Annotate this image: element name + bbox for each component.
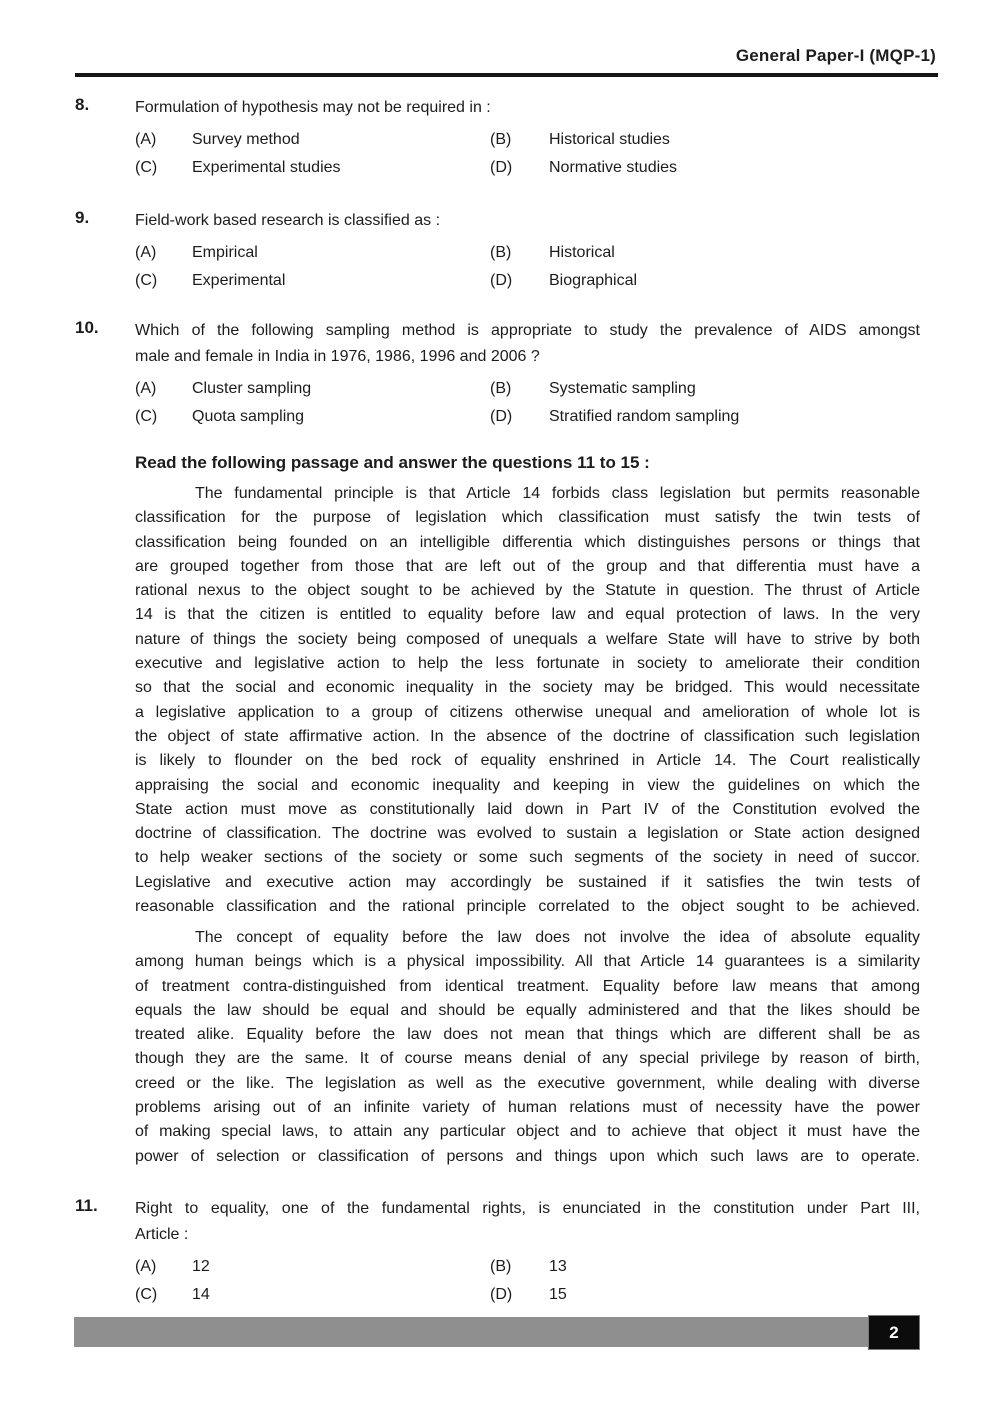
passage-line: creed or the like. The legislation as well as the executive government, while dealing with diverse — [135, 1074, 920, 1092]
passage-line: reasonable classification and the rational principle correlated to the object sought to be achieved. — [135, 898, 920, 916]
option-label-b: (B) — [490, 131, 512, 148]
option-label-c: (C) — [135, 408, 158, 425]
passage-line: equals the law should be equal and should be equally administered and that the likes should be — [135, 1001, 920, 1019]
option-text-d: 15 — [549, 1286, 567, 1303]
option-text-b: Historical studies — [549, 131, 670, 148]
option-row — [135, 154, 920, 182]
option-text-c: Experimental studies — [192, 159, 341, 176]
option-label-d: (D) — [490, 1286, 513, 1303]
passage-line: power of selection or classification of persons and things upon which such laws are to operate. — [135, 1147, 920, 1165]
passage-line: executive and legislative action to help the less fortunate in society to ameliorate their condition — [135, 655, 920, 673]
option-text-d: Biographical — [549, 272, 638, 289]
option-text-d: Stratified random sampling — [549, 408, 740, 425]
option-row — [135, 126, 920, 154]
passage-line: problems arising out of an infinite variety of human relations must of necessity have the power — [135, 1099, 920, 1117]
option-row — [135, 239, 920, 267]
option-text-d: Normative studies — [549, 159, 678, 176]
question-8 — [75, 95, 920, 182]
option-label-a: (A) — [135, 380, 157, 397]
page-number: 2 — [889, 1322, 899, 1342]
passage-line: among human beings which is a physical impossibility. All that Article 14 guarantees is a similarity — [135, 953, 920, 971]
option-label-a: (A) — [135, 244, 157, 261]
header-rule — [75, 73, 938, 77]
question-number: 11. — [75, 1196, 98, 1215]
passage-line: Legislative and executive action may accordingly be sustained if it satisfies the twin tests of — [135, 873, 920, 891]
passage-line: classification for the purpose of legislation which classification must satisfy the twin tests of — [135, 509, 920, 527]
page-header-title: General Paper-I (MQP-1) — [735, 46, 936, 65]
passage-line: treated alike. Equality before the law does not mean that things which are different shall be as — [135, 1026, 920, 1044]
option-label-d: (D) — [490, 408, 513, 425]
option-row — [135, 403, 920, 431]
passage-line: of making special laws, to attain any particular object and to achieve that object it must have the — [135, 1123, 920, 1141]
passage-line: 14 is that the citizen is entitled to equality before law and equal protection of laws. In the very — [135, 606, 920, 624]
passage-line: though they are the same. It of course means denial of any special privilege by reason of birth, — [135, 1050, 920, 1068]
option-row — [135, 267, 920, 295]
option-row — [135, 1253, 920, 1281]
option-text-a: 12 — [192, 1258, 210, 1275]
question-text-line: male and female in India in 1976, 1986, 1996 and 2006 ? — [135, 348, 540, 365]
passage-line: The concept of equality before the law does not involve the idea of absolute equality — [195, 929, 920, 946]
passage-paragraph-1 — [135, 482, 920, 919]
option-text-b: 13 — [549, 1258, 567, 1275]
question-text: Field-work based research is classified as : — [135, 212, 441, 229]
passage-paragraph-2 — [135, 926, 920, 1169]
passage-line: a legislative application to a group of citizens otherwise unequal and amelioration of whole lot is — [135, 703, 920, 721]
question-number: 8. — [75, 95, 90, 114]
option-text-b: Historical — [549, 244, 615, 261]
passage-line: of treatment contra-distinguished from identical treatment. Equality before law means that among — [135, 977, 920, 995]
question-11 — [75, 1196, 920, 1309]
option-label-c: (C) — [135, 159, 158, 176]
question-number: 9. — [75, 208, 90, 227]
question-text: Formulation of hypothesis may not be required in : — [135, 99, 491, 116]
question-9 — [75, 208, 920, 295]
option-text-a: Survey method — [192, 131, 300, 148]
passage-line: appraising the social and economic inequality and keeping in view the guidelines on which the — [135, 776, 920, 794]
question-10 — [75, 318, 920, 431]
passage-line: is likely to flounder on the bed rock of equality enshrined in Article 14. The Court realistically — [135, 752, 920, 770]
passage-line: classification being founded on an intelligible differentia which distinguishes persons or things that — [135, 533, 920, 551]
passage-line: the object of state affirmative action. In the absence of the doctrine of classification such legislation — [135, 727, 920, 745]
option-label-d: (D) — [490, 159, 513, 176]
option-text-c: Quota sampling — [192, 408, 305, 425]
option-label-c: (C) — [135, 1286, 158, 1303]
option-label-a: (A) — [135, 1258, 157, 1275]
question-text-line: Article : — [135, 1226, 189, 1243]
passage-heading: Read the following passage and answer the questions 11 to 15 : — [135, 453, 650, 472]
passage-line: nature of things the society being composed of unequals a welfare State will have to strive by both — [135, 630, 920, 648]
option-text-b: Systematic sampling — [549, 380, 696, 397]
option-text-c: Experimental — [192, 272, 286, 289]
option-label-a: (A) — [135, 131, 157, 148]
passage-line: doctrine of classification. The doctrine was evolved to sustain a legislation or State action designed — [135, 825, 920, 843]
option-text-a: Cluster sampling — [192, 380, 312, 397]
passage-line: State action must move as constitutionally laid down in Part IV of the Constitution evolved the — [135, 800, 920, 818]
option-text-a: Empirical — [192, 244, 258, 261]
footer-bar — [74, 1317, 920, 1347]
passage-line: rational nexus to the object sought to be achieved by the Statute in question. The thrust of Article — [135, 582, 920, 600]
question-text-line: Which of the following sampling method is appropriate to study the prevalence of AIDS amongst — [135, 322, 920, 339]
option-label-b: (B) — [490, 380, 512, 397]
option-label-c: (C) — [135, 272, 158, 289]
passage-line: The fundamental principle is that Article 14 forbids class legislation but permits reasonable — [195, 485, 920, 502]
option-row — [135, 1281, 920, 1309]
passage-line: are grouped together from those that are left out of the group and that differentia must have a — [135, 557, 920, 575]
question-text-line: Right to equality, one of the fundamental rights, is enunciated in the constitution under Part III, — [135, 1200, 920, 1217]
option-row — [135, 375, 920, 403]
option-text-c: 14 — [192, 1286, 210, 1303]
page-number-box — [868, 1315, 920, 1350]
question-number: 10. — [75, 318, 99, 337]
passage-line: to help weaker sections of the society or some such segments of the society in need of succor. — [135, 849, 920, 867]
option-label-b: (B) — [490, 244, 512, 261]
option-label-b: (B) — [490, 1258, 512, 1275]
option-label-d: (D) — [490, 272, 513, 289]
passage-line: so that the social and economic inequality in the society may be bridged. This would necessitate — [135, 679, 920, 697]
